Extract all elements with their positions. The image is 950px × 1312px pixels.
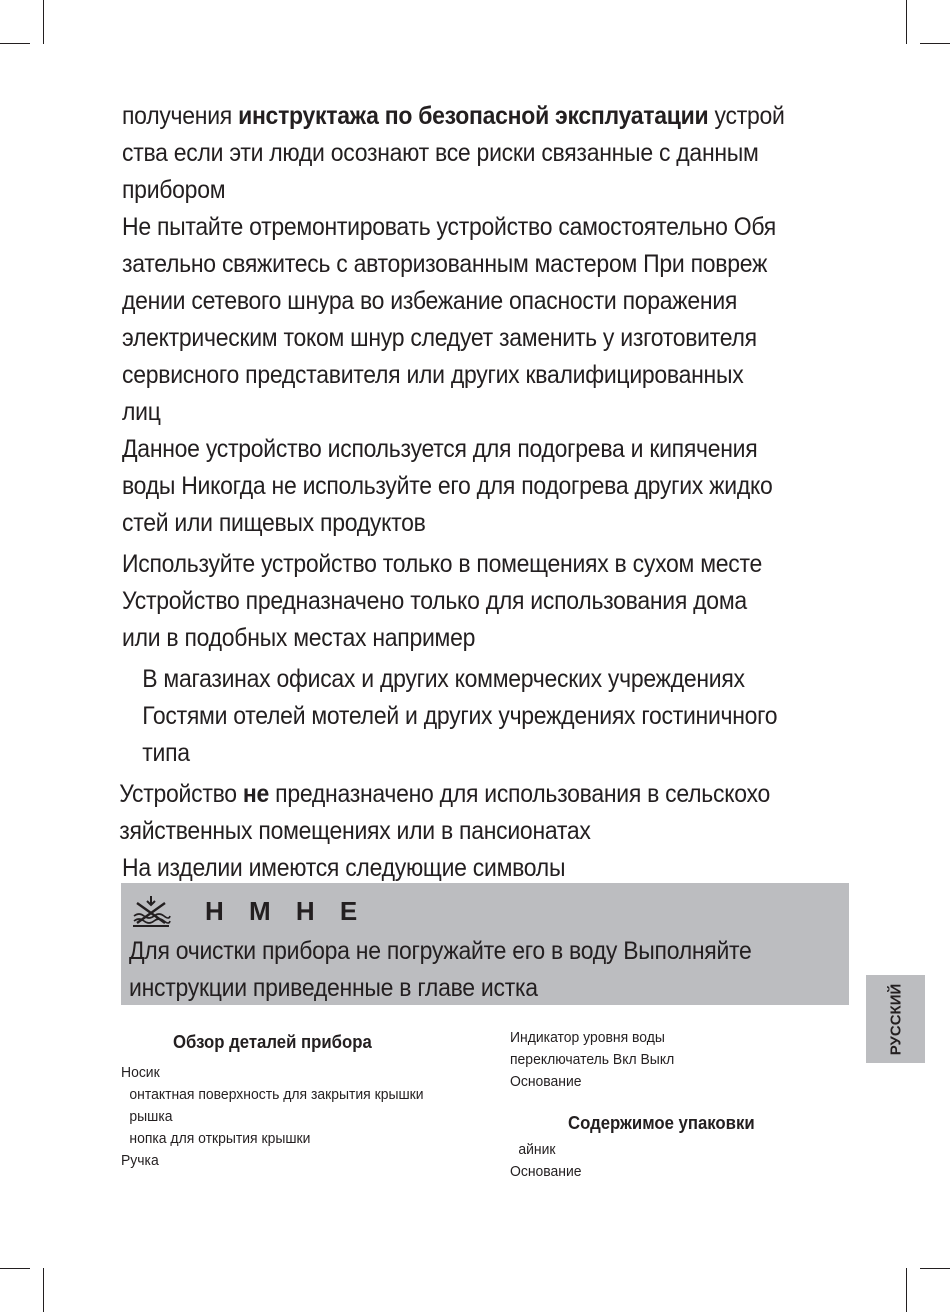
text-line: или в подобных местах например [122, 624, 476, 652]
notice-title: Н М Н Е [205, 895, 367, 926]
text-line: В магазинах офисах и других коммерческих учреждениях [142, 665, 745, 693]
parts-overview-right [510, 1027, 850, 1183]
text-line: воды Никогда не используйте его для подогрева других жидко [122, 472, 773, 500]
package-item: айник [518, 1141, 556, 1158]
notice-text [129, 933, 752, 1007]
part-item: Индикатор уровня воды [510, 1029, 665, 1046]
text-line: ства если эти люди осознают все риски связанные с данным [122, 139, 759, 167]
text-line: На изделии имеются следующие символы [122, 854, 566, 882]
part-item: Ручка [121, 1152, 159, 1169]
bold-phrase: инструктажа по безопасной эксплуатации [238, 102, 709, 130]
crop-mark-bottom-right-h [920, 1268, 950, 1269]
text-line: Устройство не предназначено для использования в сельскохо [119, 780, 771, 808]
text-line: зяйственных помещениях или в пансионатах [119, 817, 591, 845]
crop-mark-top-right [906, 0, 907, 44]
notice-line: Для очистки прибора не погружайте его в воду Выполняйте [129, 937, 752, 965]
part-item: рышка [129, 1108, 173, 1125]
text-line: типа [142, 739, 190, 767]
package-item: Основание [510, 1163, 582, 1180]
text-line: Используйте устройство только в помещениях в сухом месте [122, 550, 762, 578]
part-item: онтактная поверхность для закрытия крышки [129, 1086, 424, 1103]
package-contents-heading: Содержимое упаковки [568, 1113, 755, 1133]
text-line: стей или пищевых продуктов [122, 509, 426, 537]
text-line: электрическим током шнур следует заменить у изготовителя [122, 324, 757, 352]
text-line: Данное устройство используется для подогрева и кипячения [122, 435, 758, 463]
text-line: Гостями отелей мотелей и других учреждениях гостиничного [142, 702, 778, 730]
text-line: дении сетевого шнура во избежание опасности поражения [122, 287, 738, 315]
text-line: получения инструктажа по безопасной эксплуатации устрой [122, 102, 785, 130]
safety-instructions-text [119, 98, 803, 887]
text-line: Не пытайте отремонтировать устройство самостоятельно Обя [122, 213, 776, 241]
bold-phrase: не [242, 780, 270, 808]
part-item: Носик [121, 1064, 160, 1081]
crop-mark-bottom-left [43, 1268, 44, 1312]
crop-mark-top-left [43, 0, 44, 44]
part-item: Основание [510, 1073, 582, 1090]
language-label: РУССКИЙ [887, 983, 904, 1055]
part-item: нопка для открытия крышки [129, 1130, 311, 1147]
notice-header [131, 889, 366, 933]
parts-overview-heading: Обзор деталей прибора [173, 1032, 372, 1052]
no-immersion-icon [131, 894, 171, 928]
part-item: переключатель Вкл Выкл [510, 1051, 675, 1068]
text-line: лиц [122, 398, 161, 426]
crop-mark-top-right-h [920, 43, 950, 44]
crop-mark-bottom-left-h [0, 1268, 30, 1269]
text-line: прибором [122, 176, 226, 204]
text-line: зательно свяжитесь с авторизованным мастером При повреж [122, 250, 768, 278]
text-line: Устройство предназначено только для использования дома [122, 587, 747, 615]
warning-notice-box [121, 883, 849, 1005]
crop-mark-top-left-h [0, 43, 30, 44]
notice-line: инструкции приведенные в главе истка [129, 974, 538, 1002]
crop-mark-bottom-right [906, 1268, 907, 1312]
parts-overview-left [121, 1030, 501, 1172]
text-line: сервисного представителя или других квалифицированных [122, 361, 744, 389]
language-side-tab [866, 975, 925, 1063]
